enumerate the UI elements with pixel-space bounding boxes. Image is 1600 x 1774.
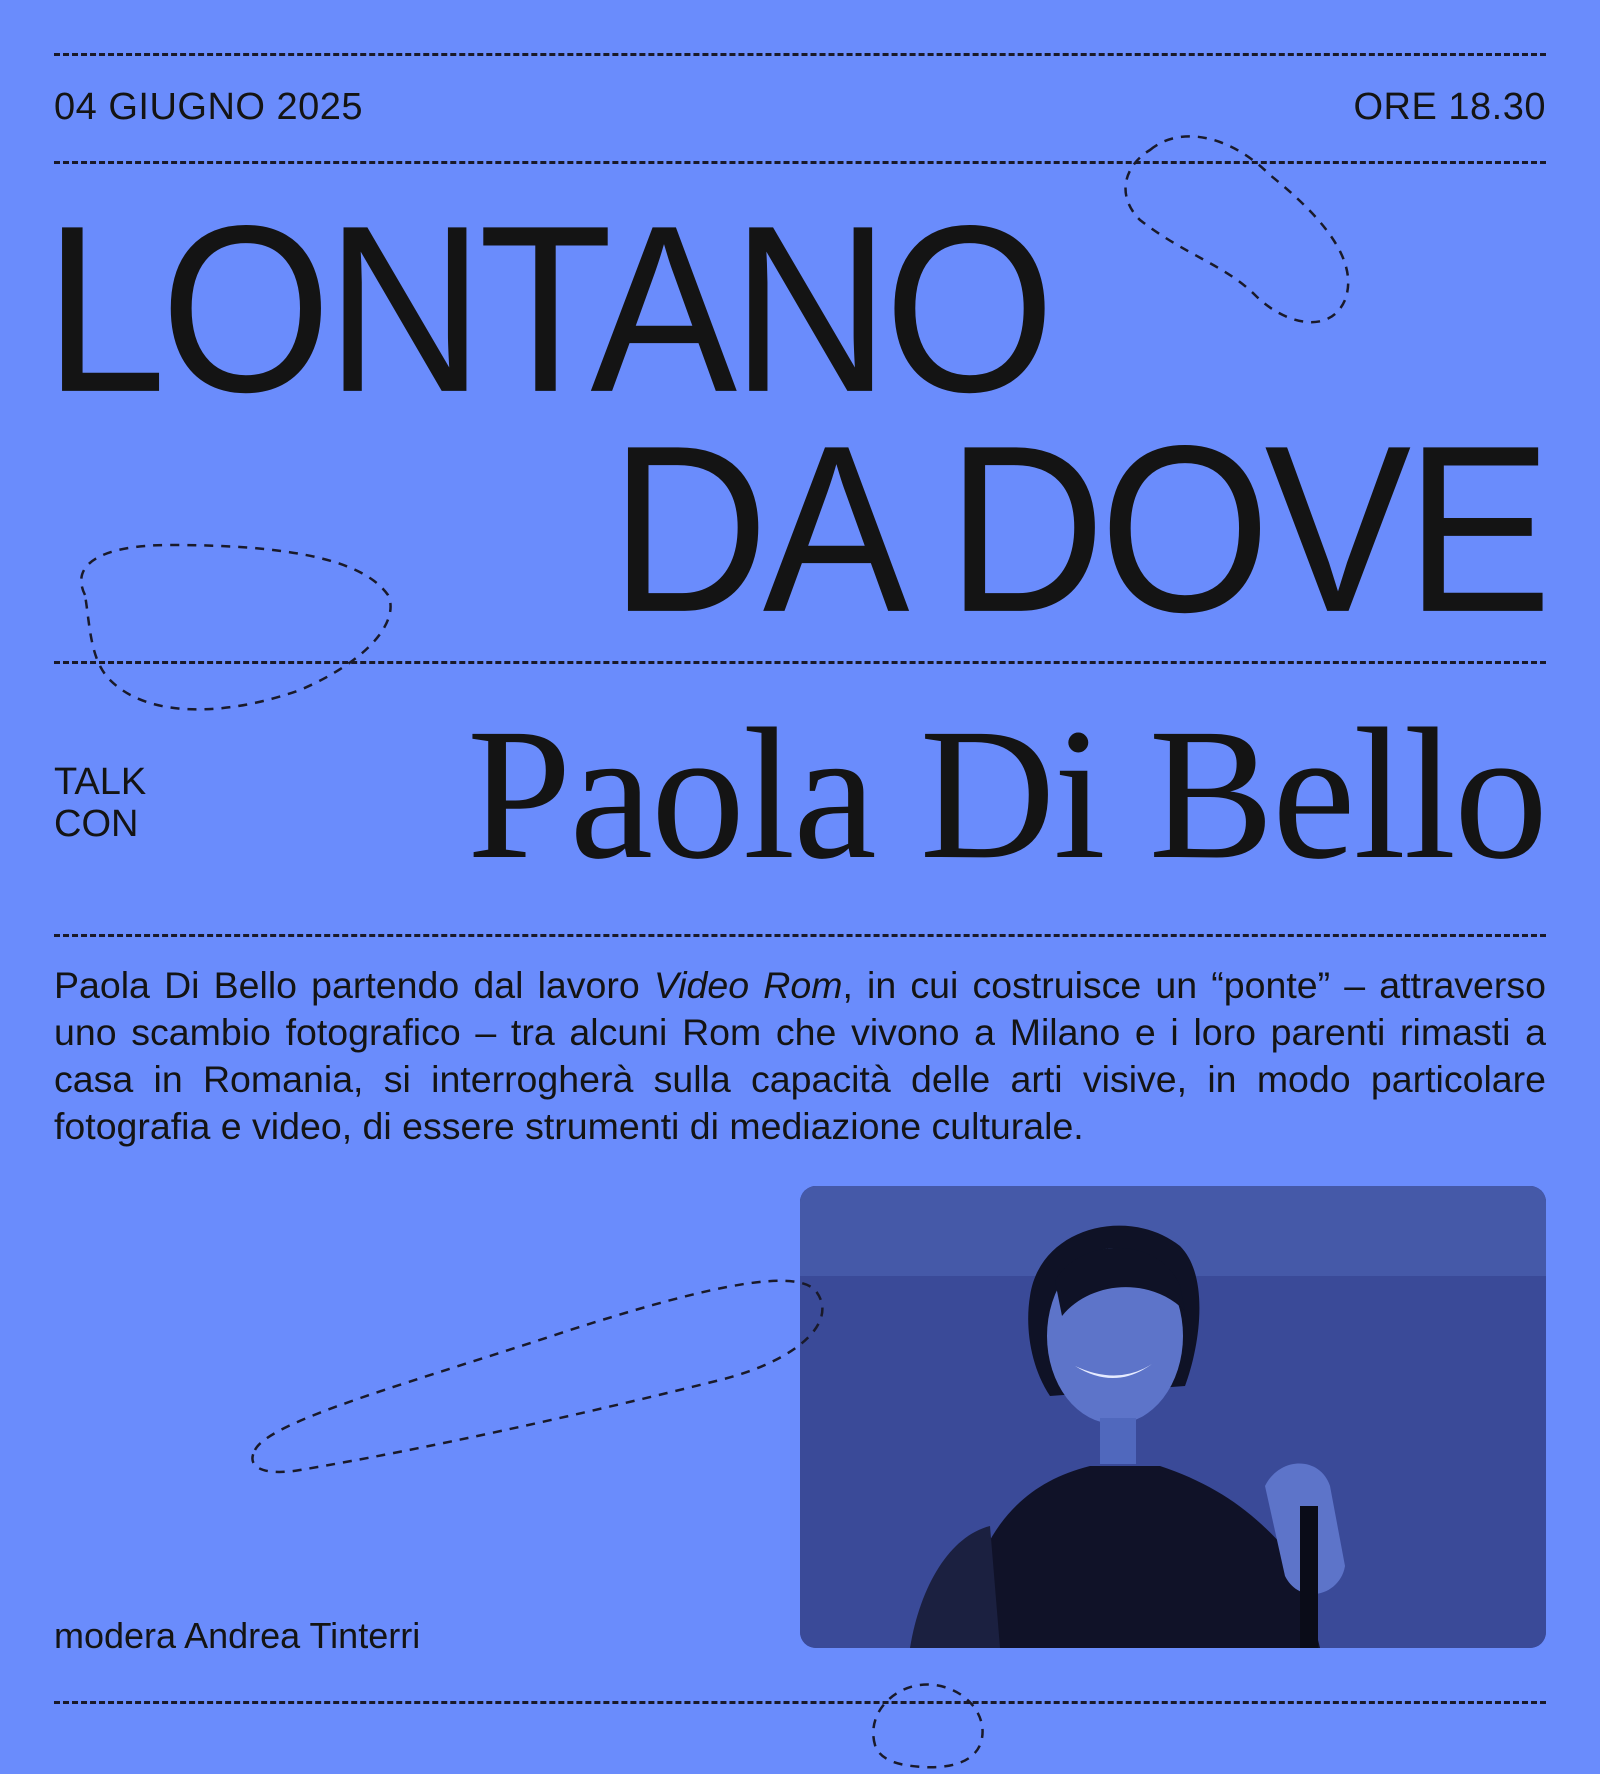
doodle-blob-left [81,545,390,709]
divider-header [54,161,1546,164]
event-time: ORE 18.30 [1353,86,1546,128]
description-text-start: Paola Di Bello partendo dal lavoro [54,964,654,1006]
title-line-1: LONTANO [44,175,1050,442]
description-work-title: Video Rom [653,964,843,1006]
doodle-blob-top-right [1126,136,1349,322]
title-line-2: DA DOVE [609,395,1546,662]
doodle-blob-middle [252,1281,822,1472]
description-text-end: , in cui costruisce un “ponte” – attraverso uno scambio fotografico – tra alcuni Rom che vivono a Milano e i loro parenti rimasti a casa in Romania, si interrogherà sulla capacità delle arti visive, in modo particolare fotografia e video, di essere strumenti di mediazione culturale. [54,964,1547,1147]
event-date: 04 GIUGNO 2025 [54,86,364,128]
doodle-blob-bottom [873,1684,982,1767]
speaker-photo [800,1186,1546,1648]
speaker-name: Paola Di Bello [467,689,1546,898]
talk-label-line-2: CON [54,803,139,845]
moderator: modera Andrea Tinterri [54,1615,421,1656]
talk-label-line-1: TALK [54,761,147,803]
divider-top [54,53,1546,56]
divider-bottom [54,1701,1546,1704]
event-description [54,962,1546,1150]
divider-speaker [54,934,1546,937]
talk-label [54,761,146,845]
